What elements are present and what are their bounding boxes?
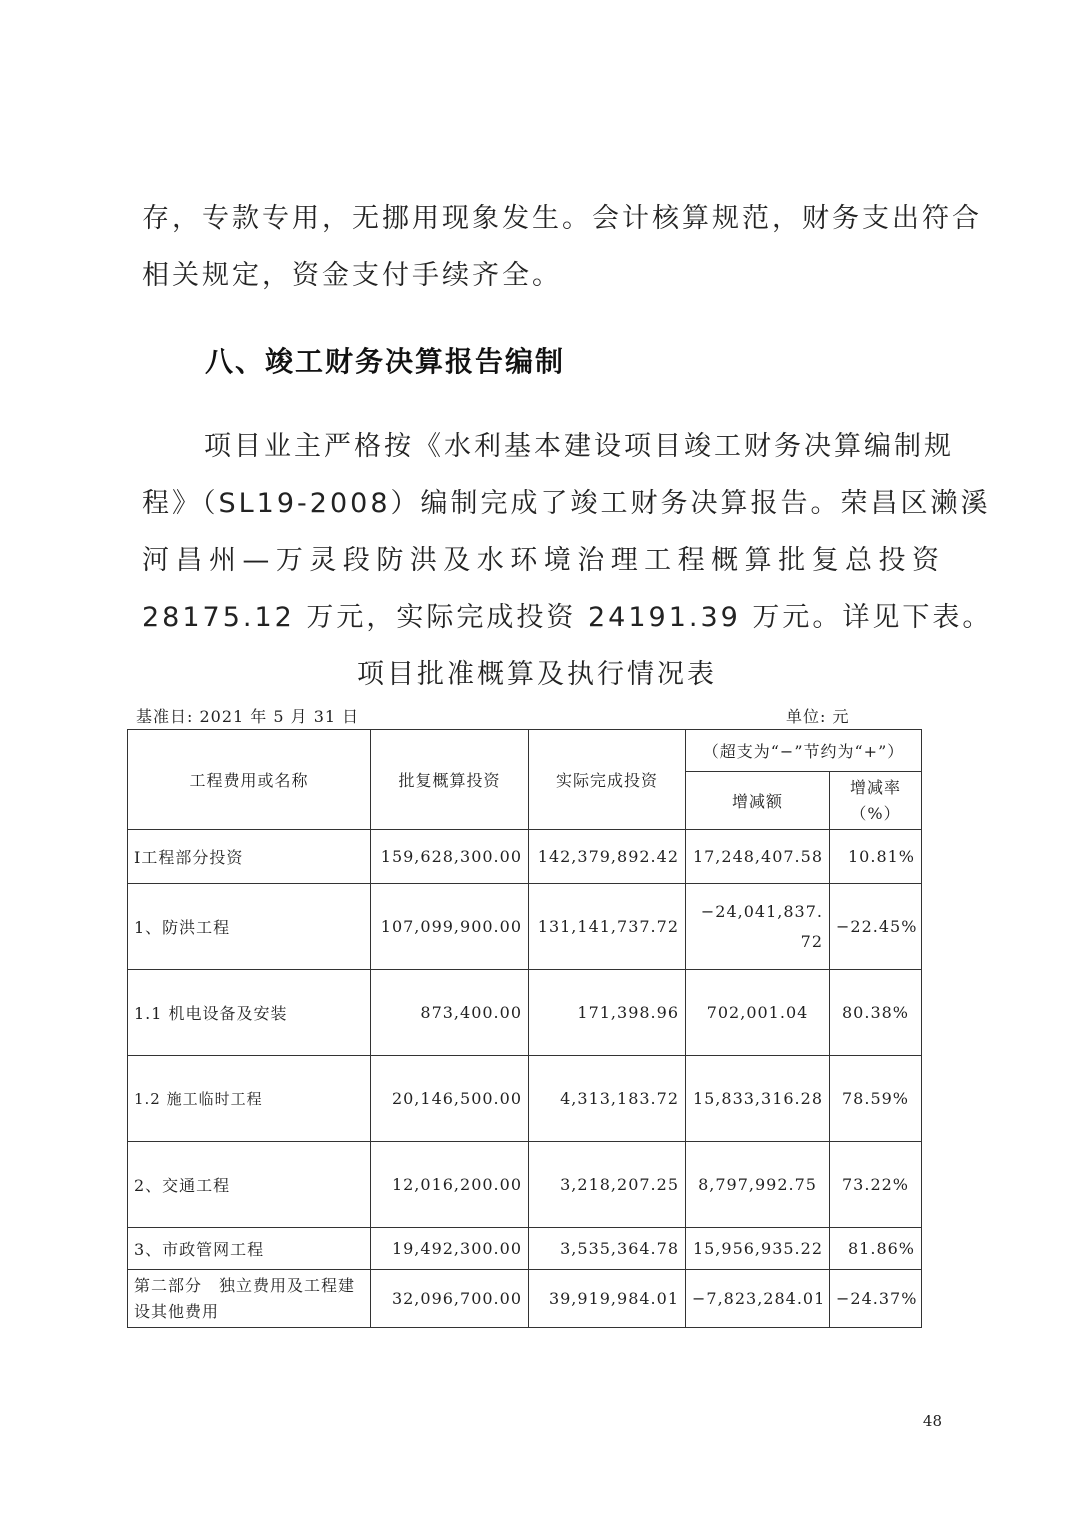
paragraph-line: 相关规定，资金支付手续齐全。	[142, 260, 562, 291]
table-row	[128, 970, 922, 1056]
section-heading: 八、竣工财务决算报告编制	[205, 345, 566, 378]
row-change: 17,248,407.58	[686, 830, 830, 884]
row-actual: 3,218,207.25	[529, 1142, 686, 1228]
paragraph-main	[142, 418, 993, 646]
row-approved: 32,096,700.00	[371, 1270, 529, 1328]
row-rate: 80.38%	[830, 970, 922, 1056]
header-approved: 批复概算投资	[371, 730, 529, 830]
row-rate: 10.81%	[830, 830, 922, 884]
row-change: 8,797,992.75	[686, 1142, 830, 1228]
row-change: 702,001.04	[686, 970, 830, 1056]
header-change: 增减额	[686, 772, 830, 830]
header-note: （超支为“−”节约为“+”）	[686, 730, 922, 772]
paragraph-line: 程》（SL19-2008）编制完成了竣工财务决算报告。荣昌区濑溪	[142, 488, 991, 519]
row-change: 15,833,316.28	[686, 1056, 830, 1142]
row-approved: 107,099,900.00	[371, 884, 529, 970]
row-rate: 73.22%	[830, 1142, 922, 1228]
page-number: 48	[922, 1412, 942, 1430]
table-header-row	[128, 730, 922, 772]
row-change: −24,041,837.72	[686, 884, 830, 970]
header-name: 工程费用或名称	[128, 730, 371, 830]
row-approved: 20,146,500.00	[371, 1056, 529, 1142]
row-actual: 39,919,984.01	[529, 1270, 686, 1328]
row-actual: 142,379,892.42	[529, 830, 686, 884]
table-row	[128, 884, 922, 970]
table-row	[128, 1142, 922, 1228]
row-actual: 171,398.96	[529, 970, 686, 1056]
table-row	[128, 1056, 922, 1142]
row-actual: 3,535,364.78	[529, 1228, 686, 1270]
row-name: 1.2 施工临时工程	[128, 1056, 371, 1142]
row-name: 1.1 机电设备及安装	[128, 970, 371, 1056]
base-date: 基准日: 2021 年 5 月 31 日	[136, 707, 360, 726]
header-rate: 增减率（%）	[830, 772, 922, 830]
row-actual: 131,141,737.72	[529, 884, 686, 970]
table-title: 项目批准概算及执行情况表	[357, 659, 717, 690]
table-row	[128, 1270, 922, 1328]
paragraph-line: 存，专款专用，无挪用现象发生。会计核算规范，财务支出符合	[142, 203, 982, 234]
row-rate: 81.86%	[830, 1228, 922, 1270]
row-rate: −24.37%	[830, 1270, 922, 1328]
table-row	[128, 1228, 922, 1270]
row-change: 15,956,935.22	[686, 1228, 830, 1270]
budget-table	[127, 729, 922, 1328]
paragraph-line: 项目业主严格按《水利基本建设项目竣工财务决算编制规	[204, 431, 954, 462]
paragraph-line: 河昌州—万灵段防洪及水环境治理工程概算批复总投资	[142, 545, 942, 576]
row-approved: 19,492,300.00	[371, 1228, 529, 1270]
row-actual: 4,313,183.72	[529, 1056, 686, 1142]
unit-label: 单位: 元	[786, 707, 850, 726]
row-rate: 78.59%	[830, 1056, 922, 1142]
row-approved: 12,016,200.00	[371, 1142, 529, 1228]
row-name: 3、市政管网工程	[128, 1228, 371, 1270]
row-approved: 873,400.00	[371, 970, 529, 1056]
header-actual: 实际完成投资	[529, 730, 686, 830]
paragraph-continuation	[142, 190, 982, 304]
paragraph-line: 28175.12 万元，实际完成投资 24191.39 万元。详见下表。	[142, 602, 993, 633]
row-name: Ⅰ工程部分投资	[128, 830, 371, 884]
row-change: −7,823,284.01	[686, 1270, 830, 1328]
table-row	[128, 830, 922, 884]
row-name: 第二部分 独立费用及工程建设其他费用	[128, 1270, 371, 1328]
row-name: 1、防洪工程	[128, 884, 371, 970]
row-name: 2、交通工程	[128, 1142, 371, 1228]
row-approved: 159,628,300.00	[371, 830, 529, 884]
row-rate: −22.45%	[830, 884, 922, 970]
